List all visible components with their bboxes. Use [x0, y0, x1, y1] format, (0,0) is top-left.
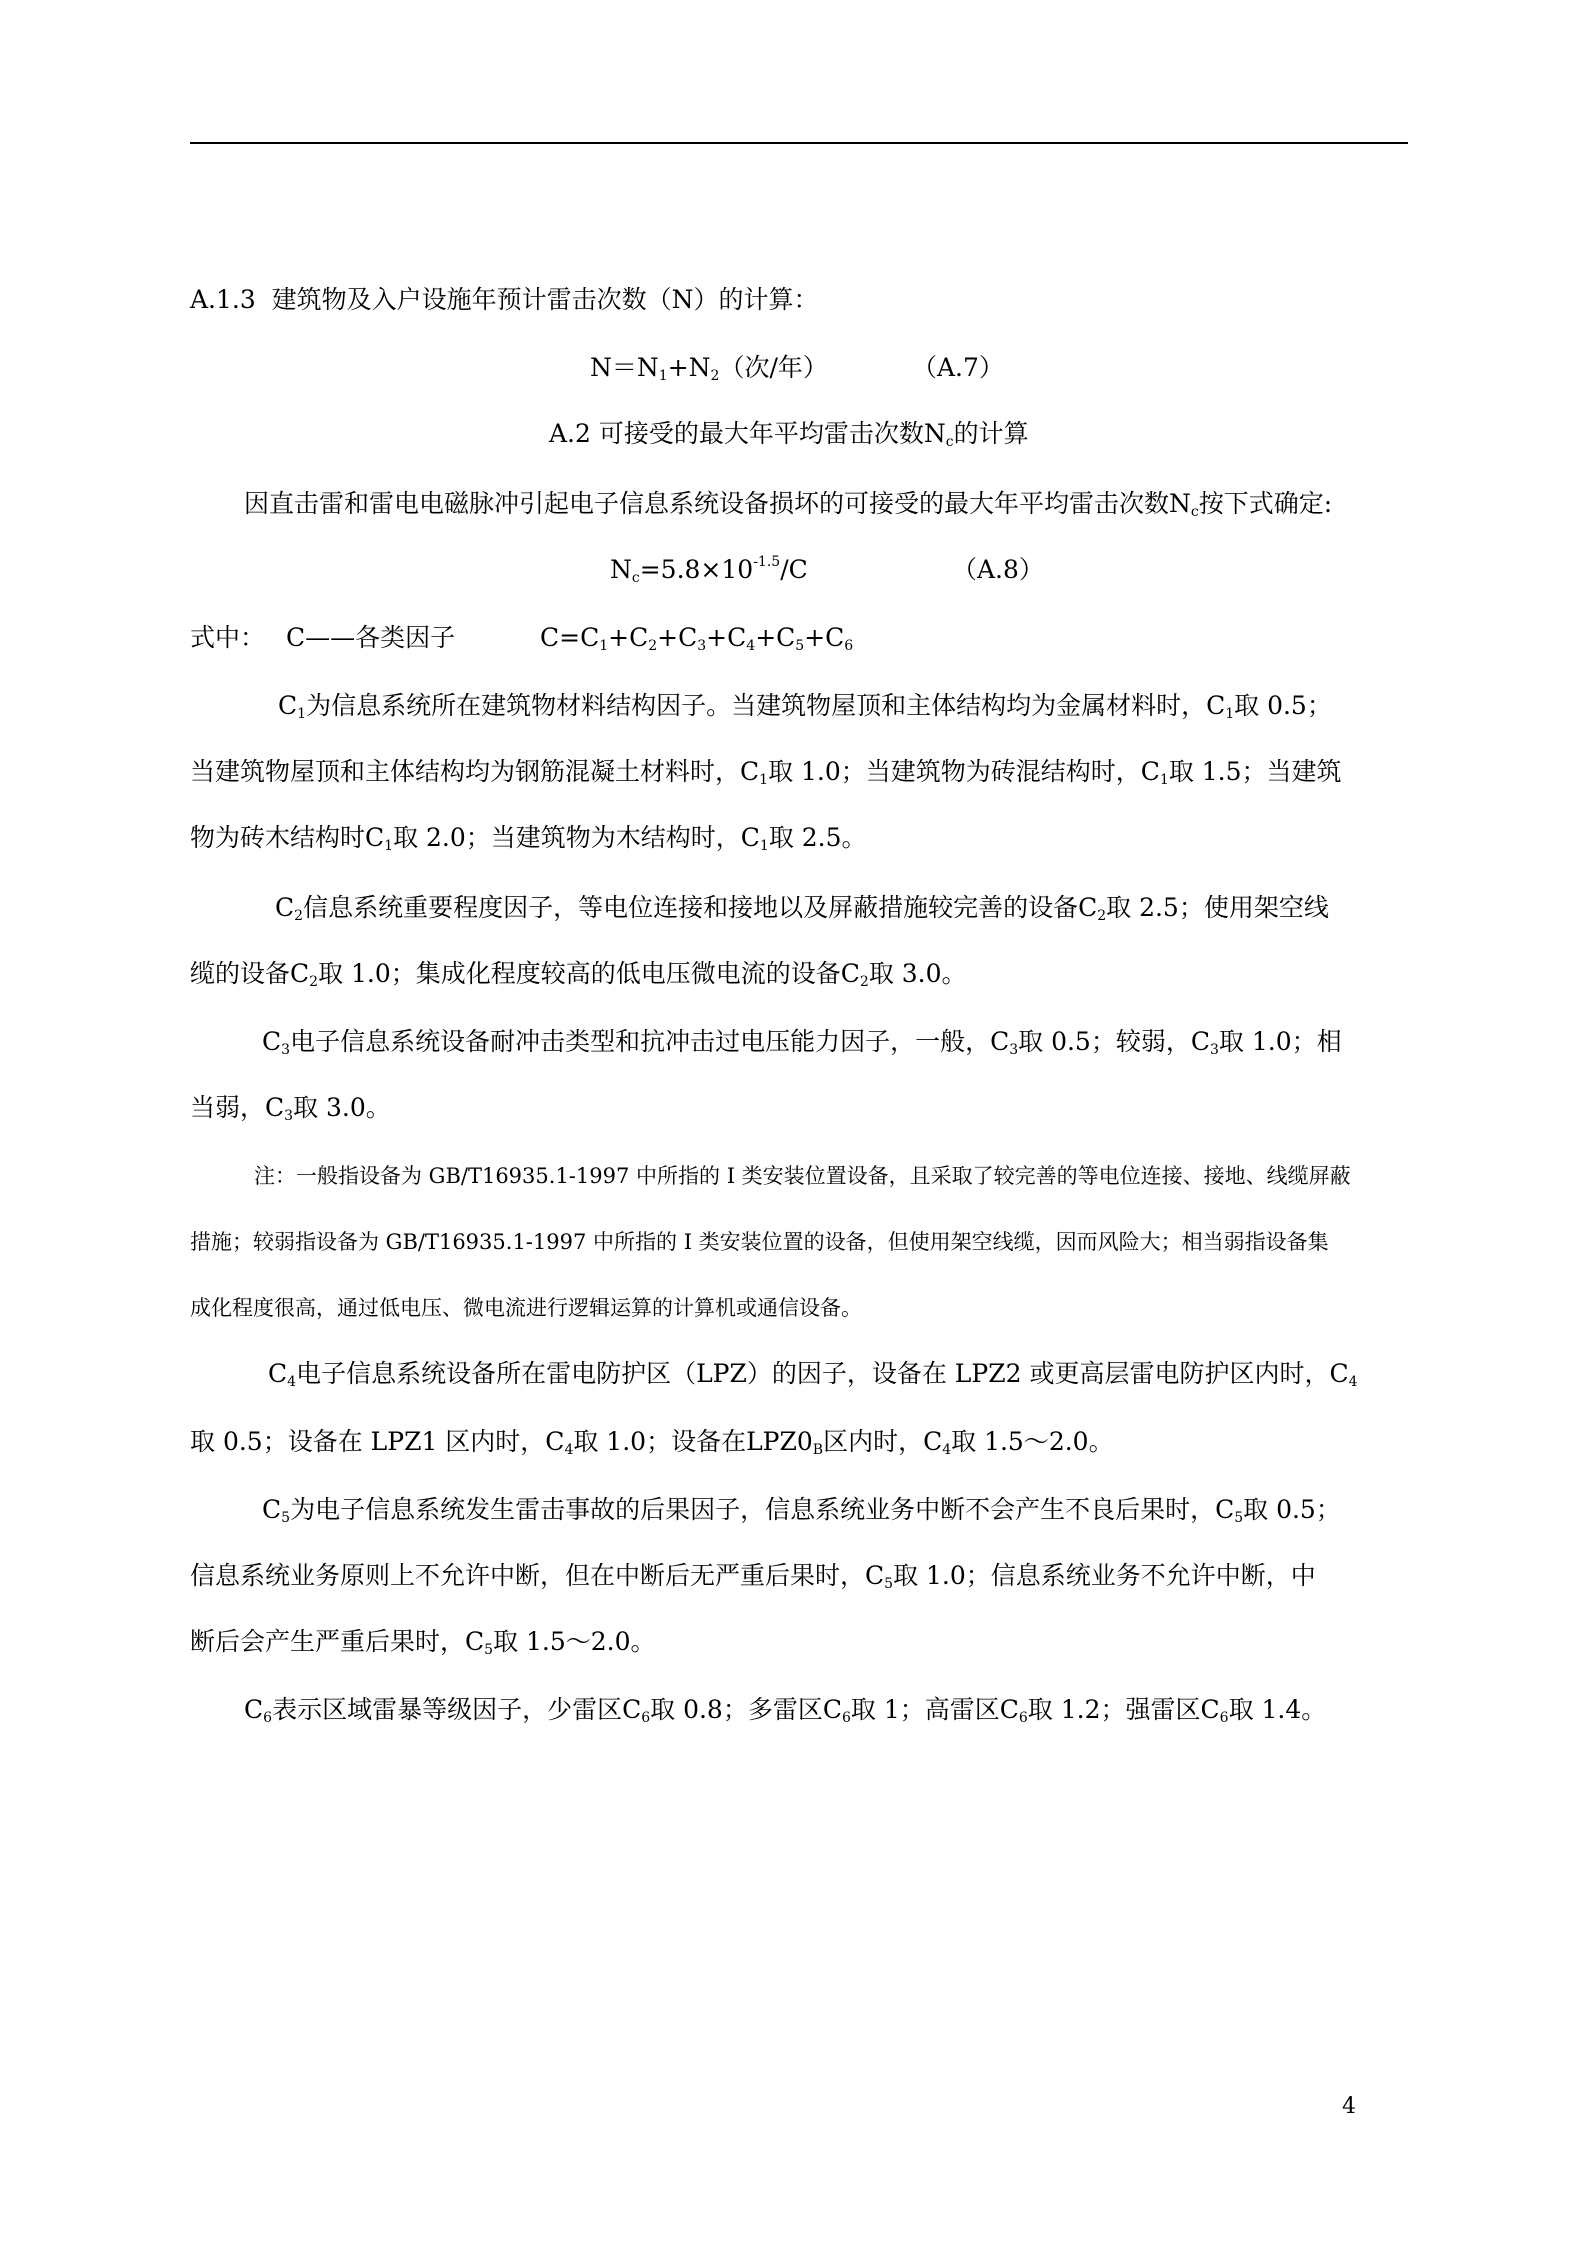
- where-c-def: C——各类因子: [286, 623, 456, 652]
- c1-line-1: $C_1$为信息系统所在建筑物材料结构因子。当建筑物屋顶和主体结构均为金属材料时，$C_1$取 0.5；: [278, 691, 1332, 722]
- c5-line-1: $C_5$为电子信息系统发生雷击事故的后果因子，信息系统业务中断不会产生不良后果时，$C_5$取 0.5；: [262, 1495, 1341, 1526]
- c2-line-2: 缆的设备$C_2$取 1.0；集成化程度较高的低电压微电流的设备$C_2$取 3.0。: [190, 959, 967, 990]
- note-line-2: 措施；较弱指设备为 GB/T16935.1-1997 中所指的 I 类安装位置的设备，但使用架空线缆，因而风险大；相当弱指设备集: [190, 1230, 1329, 1254]
- c3-line-1: $C_3$电子信息系统设备耐冲击类型和抗冲击过电压能力因子，一般，$C_3$取 0.5；较弱，$C_3$取 1.0；相: [262, 1027, 1342, 1058]
- page-number: 4: [1342, 2094, 1356, 2119]
- header-rule: [190, 142, 1408, 144]
- section-a2-heading: A.2 可接受的最大年平均雷击次数$N_c$的计算: [549, 419, 1029, 450]
- c5-line-3: 断后会产生严重后果时，$C_5$取 1.5～2.0。: [190, 1627, 656, 1658]
- note-line-3: 成化程度很高，通过低电压、微电流进行逻辑运算的计算机或通信设备。: [190, 1296, 862, 1320]
- formula-a7: $N=N_1+N_2$（次/年）: [590, 353, 828, 384]
- formula-a7-label: （A.7）: [912, 353, 1004, 382]
- c2-line-1: $C_2$信息系统重要程度因子，等电位连接和接地以及屏蔽措施较完善的设备$C_2$取 2.5；使用架空线: [275, 893, 1329, 924]
- section-a13-heading: A.1.3 建筑物及入户设施年预计雷击次数（N）的计算：: [190, 285, 819, 314]
- where-lead: 式中：: [190, 623, 266, 652]
- c1-line-3: 物为砖木结构时$C_1$取 2.0；当建筑物为木结构时，$C_1$取 2.5。: [190, 823, 867, 854]
- c4-line-1: $C_4$电子信息系统设备所在雷电防护区（LPZ）的因子，设备在 LPZ2 或更高层雷电防护区内时，$C_4$: [268, 1359, 1358, 1390]
- formula-a8: $N_c=5.8\times 10^{-1.5}/C$: [610, 554, 808, 586]
- c6-line-1: $C_6$表示区域雷暴等级因子，少雷区$C_6$取 0.8；多雷区$C_6$取 1；高雷区$C_6$取 1.2；强雷区$C_6$取 1.4。: [244, 1695, 1327, 1726]
- c1-line-2: 当建筑物屋顶和主体结构均为钢筋混凝土材料时，$C_1$取 1.0；当建筑物为砖混结构时，$C_1$取 1.5；当建筑: [190, 757, 1342, 788]
- formula-a8-label: （A.8）: [952, 555, 1044, 584]
- intro-paragraph: 因直击雷和雷电电磁脉冲引起电子信息系统设备损坏的可接受的最大年平均雷击次数$N_c$按下式确定:: [244, 489, 1333, 520]
- c5-line-2: 信息系统业务原则上不允许中断，但在中断后无严重后果时，$C_5$取 1.0；信息系统业务不允许中断，中: [190, 1561, 1316, 1592]
- where-sum: $C=C_1+C_2+C_3+C_4+C_5+C_6$: [540, 623, 854, 654]
- note-line-1: 注：一般指设备为 GB/T16935.1-1997 中所指的 I 类安装位置设备，且采取了较完善的等电位连接、接地、线缆屏蔽: [254, 1164, 1351, 1188]
- c3-line-2: 当弱，$C_3$取 3.0。: [190, 1093, 391, 1124]
- c4-line-2: 取 0.5；设备在 LPZ1 区内时，$C_4$取 1.0；设备在$LPZ0_B$区内时，$C_4$取 1.5～2.0。: [190, 1427, 1114, 1458]
